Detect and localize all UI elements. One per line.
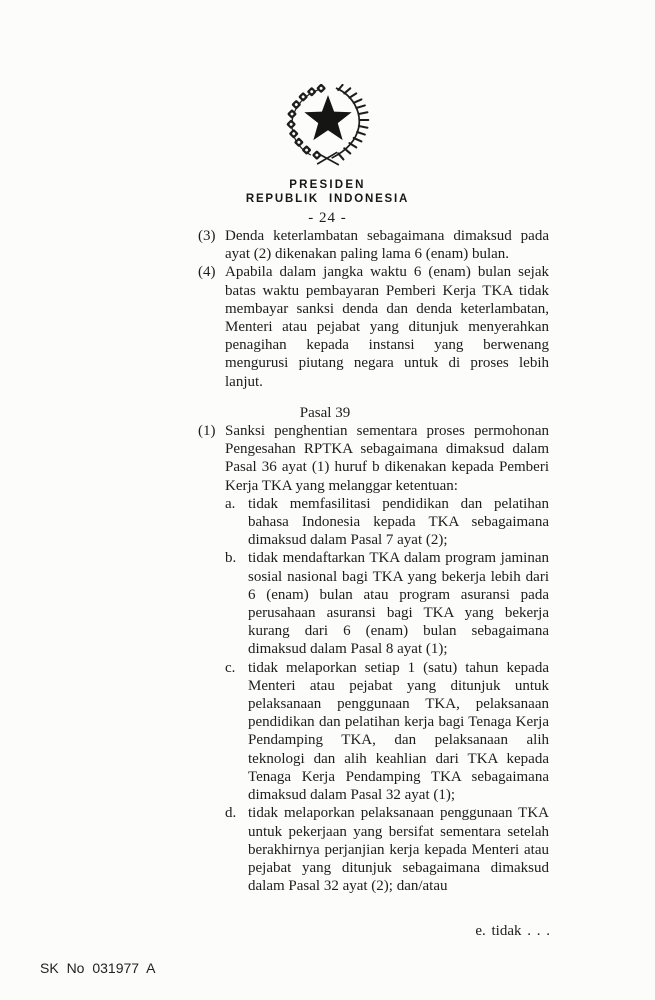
ayat-text: Apabila dalam jangka waktu 6 (enam) bulan sejak batas waktu pembayaran Pemberi Kerja TKA tidak membayar sanksi denda dan denda keterlambatan, Menteri atau pejabat yang ditunjuk menyerahkan penagihan kepada instansi yang berwenang mengurusi piutang negara untuk di proses lebih lanjut. [225,264,549,390]
crossed-stems-icon [317,153,338,165]
list-item-d [225,804,549,895]
wreath-left-stem [291,89,319,155]
list-item-text: tidak melaporkan pelaksanaan penggunaan TKA untuk pekerjaan yang bersifat sementara setelah berakhirnya perjanjian kerja kepada Menteri atau pejabat yang ditunjuk sebagaimana dimaksud dalam Pasal 32 ayat (2); dan/atau [248,805,549,895]
ayat-paragraph-1 [198,422,549,495]
ayat-text: Denda keterlambatan sebagaimana dimaksud pada ayat (2) dikenakan paling lama 6 (enam) bulan. [225,228,549,263]
ayat-number: (1) [198,423,216,440]
presidential-seal-icon [280,84,376,168]
document-body [198,227,549,895]
list-item-marker: b. [225,550,237,567]
page-number: - 24 - [308,210,347,226]
list-item-marker: d. [225,805,237,822]
list-item-marker: a. [225,495,236,512]
letterhead-subtitle: REPUBLIK INDONESIA [245,193,410,205]
list-item-c [225,659,549,805]
section-heading: Pasal 39 [299,404,351,421]
list-item-marker: c. [225,659,236,676]
ayat-number: (4) [198,264,216,281]
letterhead-title: PRESIDEN [289,179,366,191]
star-icon [304,95,351,140]
ayat-text: Sanksi penghentian sementara proses permohonan Pengesahan RPTKA sebagaimana dimaksud dalam Pasal 36 ayat (1) huruf b dikenakan kepada Pemberi Kerja TKA yang melanggar ketentuan: [225,423,549,494]
list-item-text: tidak memfasilitasi pendidikan dan pelatihan bahasa Indonesia kepada TKA sebagaimana dimaksud dalam Pasal 7 ayat (2); [248,495,549,549]
list-item-text: tidak melaporkan setiap 1 (satu) tahun kepada Menteri atau pejabat yang ditunjuk untuk pelaksanaan penggunaan TKA, pelaksanaan pendidikan dan pelatihan kerja bagi Tenaga Kerja Pendamping TKA, dan pelaksanaan alih teknologi dan alih keahlian dari TKA kepada Tenaga Kerja Pendamping TKA sebagaimana dimaksud dalam Pasal 32 ayat (1); [248,659,549,804]
ayat-paragraph-4 [198,263,549,390]
catchword: e. tidak . . . [475,923,550,939]
list-item-text: tidak mendaftarkan TKA dalam program jaminan sosial nasional bagi TKA yang bekerja lebih dari 6 (enam) bulan atau program asuransi pada perusahaan asuransi bagi TKA yang bekerja kurang dari 6 (enam) bulan sebagaimana dimaksud dalam Pasal 8 ayat (1); [248,550,549,658]
document-code: SK No 031977 A [40,960,156,976]
ayat-number: (3) [198,228,216,244]
list-item-a [225,495,549,550]
list-item-b [225,549,549,658]
ayat-paragraph-3 [198,227,549,263]
